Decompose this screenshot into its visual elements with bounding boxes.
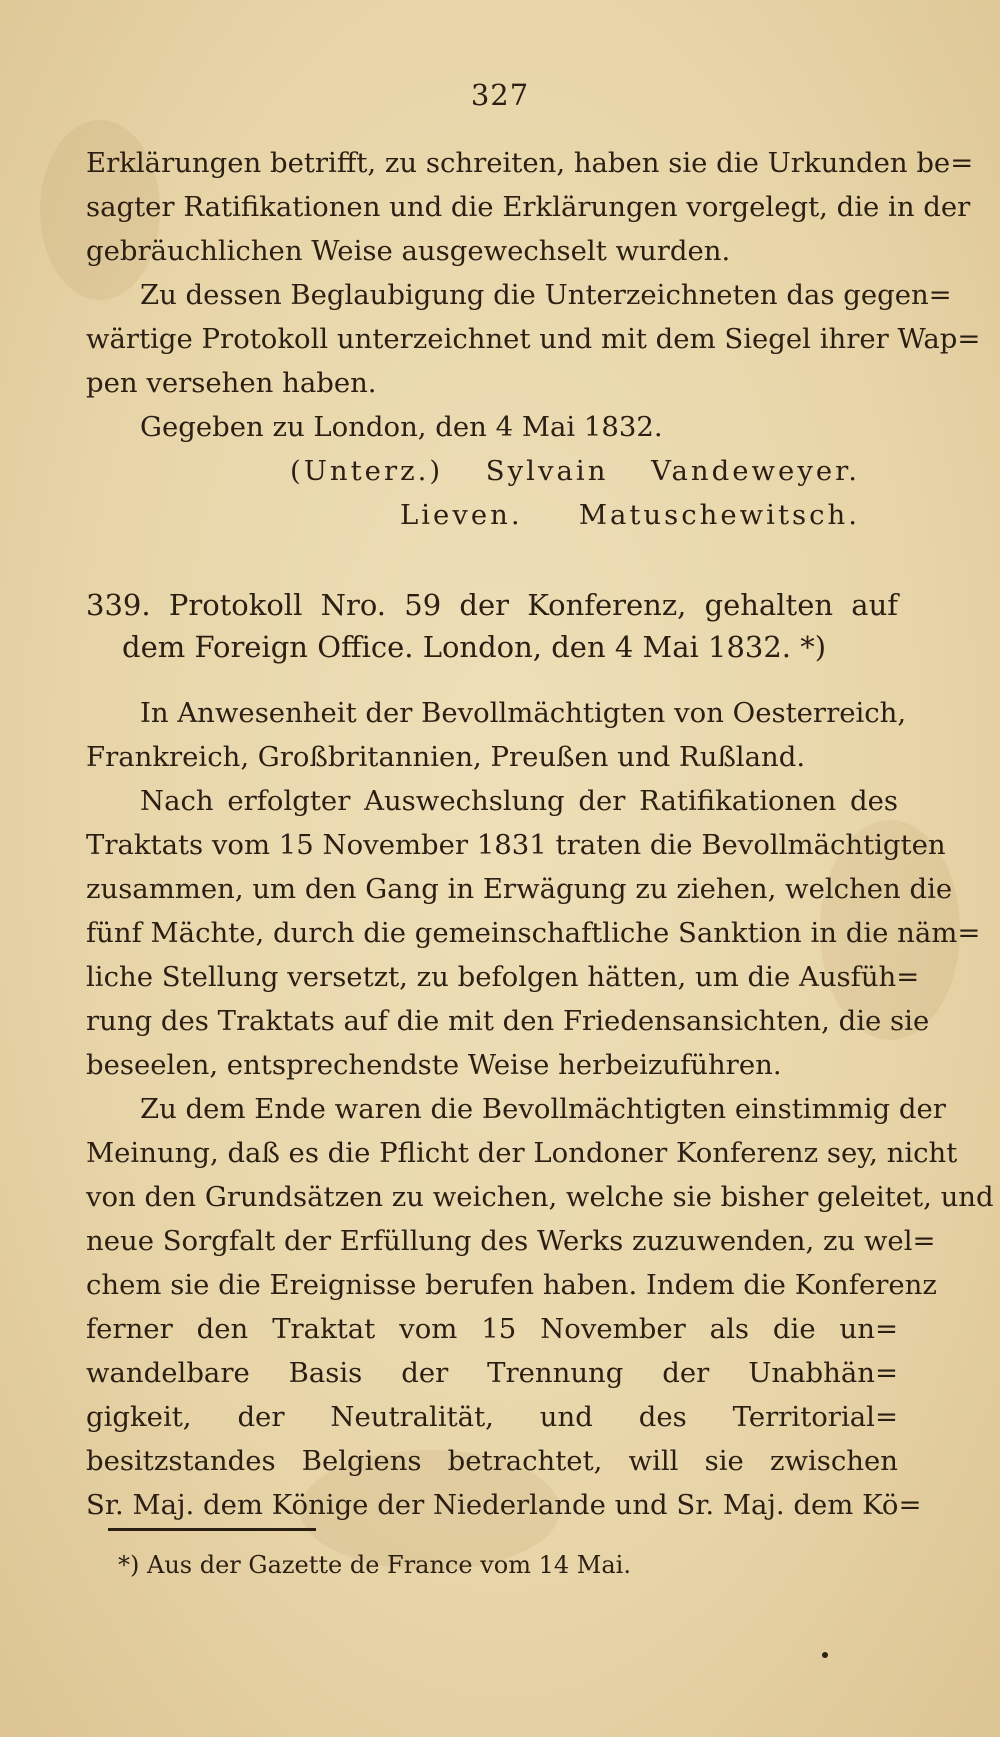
text-line: gigkeit, der Neutralität, und des Territorial= [86, 1401, 898, 1433]
text-line: Meinung, daß es die Pflicht der Londoner Konferenz sey, nicht [86, 1137, 958, 1169]
text-line: Traktats vom 15 November 1831 traten die Bevollmächtigten [86, 829, 946, 861]
text-line: besitzstandes Belgiens betrachtet, will sie zwischen [86, 1445, 898, 1477]
text-line: neue Sorgfalt der Erfüllung des Werks zuzuwenden, zu wel= [86, 1225, 936, 1257]
text-line: In Anwesenheit der Bevollmächtigten von Oesterreich, [140, 697, 907, 729]
text-line: liche Stellung versetzt, zu befolgen hätten, um die Ausfüh= [86, 961, 920, 993]
text-line: zusammen, um den Gang in Erwägung zu ziehen, welchen die [86, 873, 953, 905]
text-line: fünf Mächte, durch die gemeinschaftliche Sanktion in die näm= [86, 917, 981, 949]
text-line: von den Grundsätzen zu weichen, welche sie bisher geleitet, und [86, 1181, 994, 1213]
text-line: Nach erfolgter Auswechslung der Ratifikationen des [140, 785, 898, 817]
text-line: sagter Ratifikationen und die Erklärungen vorgelegt, die in der [86, 191, 971, 223]
text-line: Frankreich, Großbritannien, Preußen und Rußland. [86, 741, 806, 773]
page-number: 327 [470, 78, 530, 112]
text-line: Erklärungen betrifft, zu schreiten, haben sie die Urkunden be= [86, 147, 974, 179]
text-line: pen versehen haben. [86, 367, 377, 399]
text-line: Sr. Maj. dem Könige der Niederlande und Sr. Maj. dem Kö= [86, 1489, 922, 1521]
text-line: rung des Traktats auf die mit den Friedensansichten, die sie [86, 1005, 930, 1037]
signature-line: (Unterz.) Sylvain Vandeweyer. [290, 455, 860, 487]
section-heading-continued: dem Foreign Office. London, den 4 Mai 1832. *) [122, 630, 827, 664]
section-heading: 339. Protokoll Nro. 59 der Konferenz, gehalten auf [86, 588, 898, 622]
date-line: Gegeben zu London, den 4 Mai 1832. [140, 411, 663, 443]
text-line: wandelbare Basis der Trennung der Unabhän= [86, 1357, 898, 1389]
footnote-rule [108, 1528, 316, 1531]
text-line: Zu dessen Beglaubigung die Unterzeichneten das gegen= [140, 279, 952, 311]
signature-line: Lieven. Matuschewitsch. [400, 499, 860, 531]
text-line: beseelen, entsprechendste Weise herbeizuführen. [86, 1049, 782, 1081]
text-line: Zu dem Ende waren die Bevollmächtigten einstimmig der [140, 1093, 946, 1125]
text-line: ferner den Traktat vom 15 November als die un= [86, 1313, 898, 1345]
text-line: wärtige Protokoll unterzeichnet und mit dem Siegel ihrer Wap= [86, 323, 981, 355]
text-line: gebräuchlichen Weise ausgewechselt wurden. [86, 235, 731, 267]
footnote: *) Aus der Gazette de France vom 14 Mai. [118, 1551, 631, 1579]
text-line: chem sie die Ereignisse berufen haben. Indem die Konferenz [86, 1269, 937, 1301]
ink-speck [822, 1652, 828, 1658]
